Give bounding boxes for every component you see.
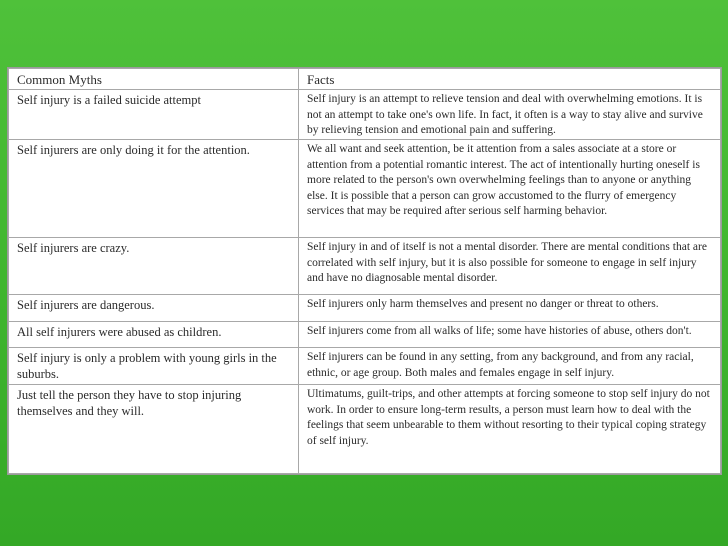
fact-cell: Self injurers come from all walks of life; some have histories of abuse, others don't. (299, 322, 721, 348)
table-row (9, 348, 721, 385)
table-row (9, 238, 721, 295)
fact-cell: Self injury in and of itself is not a mental disorder. There are mental conditions that are correlated with self injury, but it is also possible for someone to engage in self injury and have no diagnosable mental disorder. (299, 238, 721, 295)
header-row (9, 69, 721, 90)
myth-cell: Just tell the person they have to stop injuring themselves and they will. (9, 385, 299, 474)
myth-cell: Self injury is only a problem with young girls in the suburbs. (9, 348, 299, 385)
fact-cell: We all want and seek attention, be it attention from a sales associate at a store or attention from a potential romantic interest. The act of intentionally hurting oneself is more related to the person's own overwhelming feelings than to anyone or anything else. It is possible that a person can grow accustomed to the flurry of emergency services that may be required after serious self harming behavior. (299, 140, 721, 238)
fact-cell: Self injurers only harm themselves and present no danger or threat to others. (299, 295, 721, 322)
table-row (9, 322, 721, 348)
fact-cell: Ultimatums, guilt-trips, and other attempts at forcing someone to stop self injury do not work. In order to ensure long-term results, a person must learn how to deal with the feelings that seem unbearable to them without resorting to their typical coping strategy of self injury. (299, 385, 721, 474)
table-row (9, 385, 721, 474)
myth-cell: Self injury is a failed suicide attempt (9, 90, 299, 140)
myths-facts-table (8, 68, 721, 474)
fact-cell: Self injury is an attempt to relieve tension and deal with overwhelming emotions. It is not an attempt to take one's own life. In fact, it often is a way to stay alive and survive by relieving tension and emotional pain and suffering. (299, 90, 721, 140)
myth-cell: All self injurers were abused as children. (9, 322, 299, 348)
header-facts: Facts (299, 69, 721, 90)
myth-cell: Self injurers are dangerous. (9, 295, 299, 322)
table-row (9, 140, 721, 238)
table-row (9, 90, 721, 140)
fact-cell: Self injurers can be found in any setting, from any background, and from any racial, ethnic, or age group. Both males and females engage in self injury. (299, 348, 721, 385)
myth-cell: Self injurers are only doing it for the attention. (9, 140, 299, 238)
myth-cell: Self injurers are crazy. (9, 238, 299, 295)
table-row (9, 295, 721, 322)
myths-facts-table-container (7, 67, 722, 475)
header-common-myths: Common Myths (9, 69, 299, 90)
